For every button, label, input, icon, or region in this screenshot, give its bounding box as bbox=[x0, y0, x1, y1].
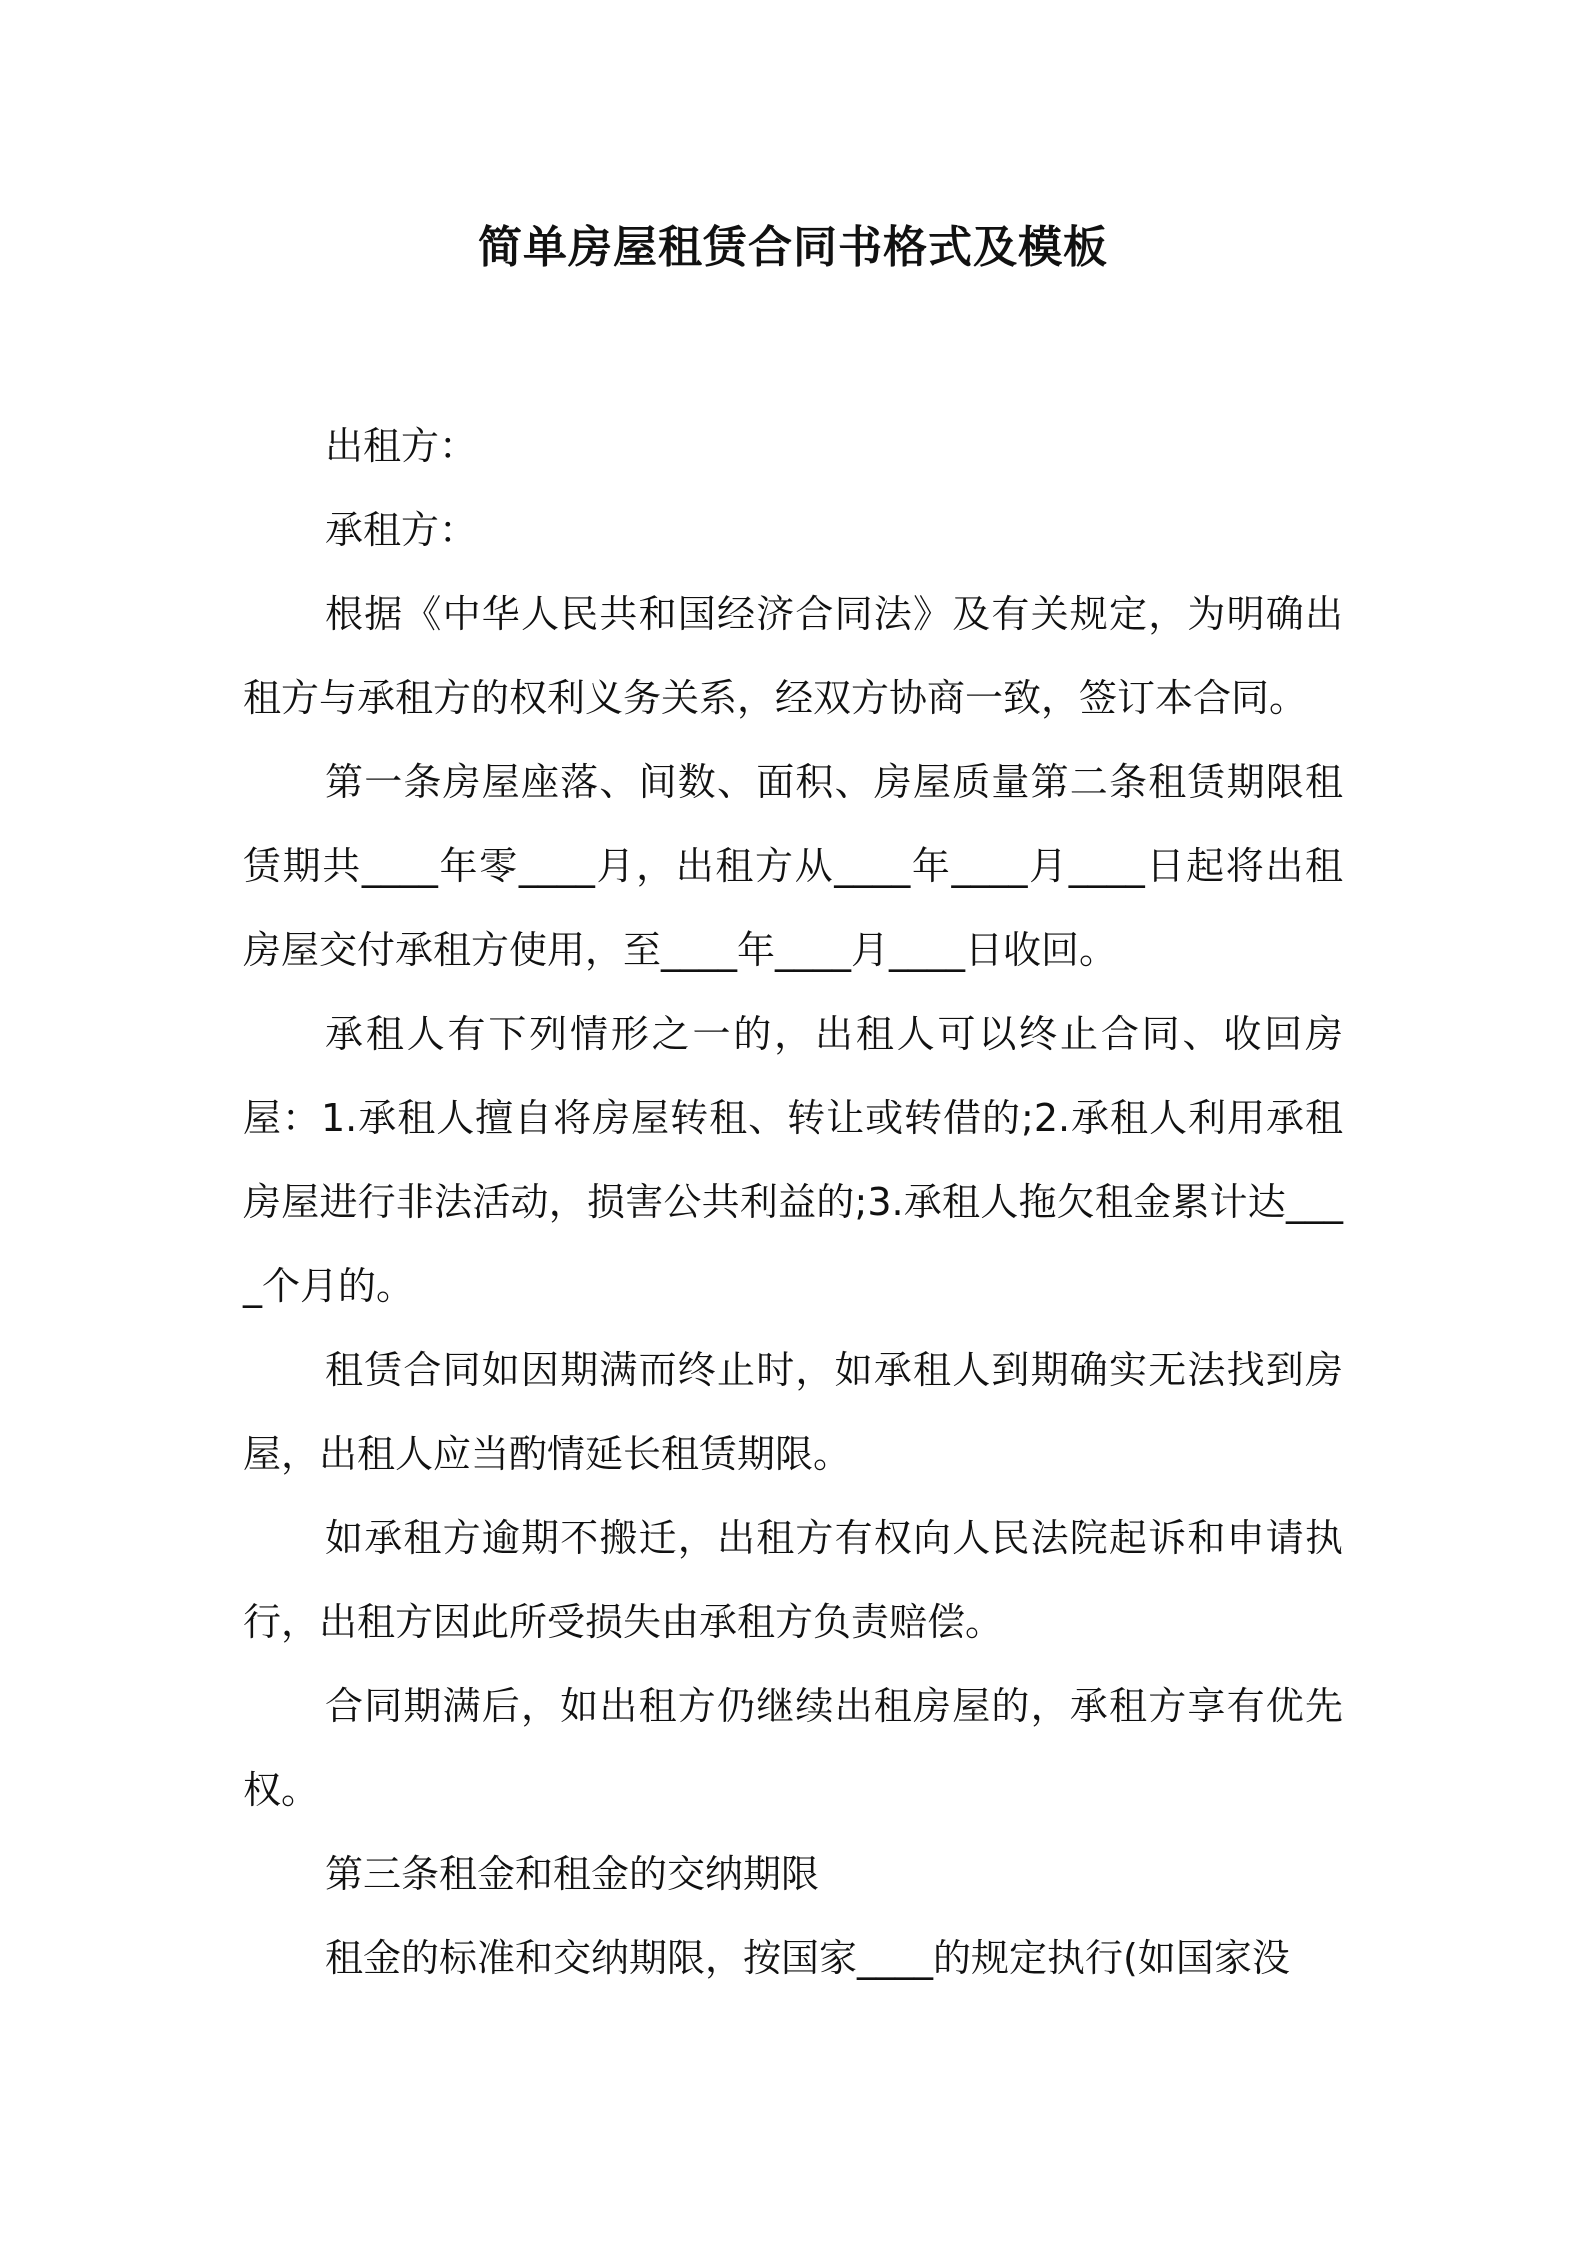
eviction-paragraph: 如承租方逾期不搬迁，出租方有权向人民法院起诉和申请执行，出租方因此所受损失由承租方负责赔偿。 bbox=[243, 1516, 1343, 1644]
document-title: 简单房屋租赁合同书格式及模板 bbox=[478, 222, 1108, 273]
article-1-2-paragraph: 第一条房屋座落、间数、面积、房屋质量第二条租赁期限租赁期共____年零____月，出租方从____年____月____日起将出租房屋交付承租方使用，至____年____月____日收回。 bbox=[243, 760, 1343, 972]
lessee-line: 承租方： bbox=[325, 508, 478, 552]
preamble-paragraph: 根据《中华人民共和国经济合同法》及有关规定，为明确出租方与承租方的权利义务关系，经双方协商一致，签订本合同。 bbox=[243, 592, 1343, 720]
lessor-line: 出租方： bbox=[325, 424, 478, 468]
article-3-heading: 第三条租金和租金的交纳期限 bbox=[325, 1852, 820, 1896]
priority-paragraph: 合同期满后，如出租方仍继续出租房屋的，承租方享有优先权。 bbox=[243, 1684, 1343, 1812]
termination-paragraph: 承租人有下列情形之一的，出租人可以终止合同、收回房屋：1.承租人擅自将房屋转租、转让或转借的;2.承租人利用承租房屋进行非法活动，损害公共利益的;3.承租人拖欠租金累计达____个月的。 bbox=[243, 1012, 1343, 1308]
extension-paragraph: 租赁合同如因期满而终止时，如承租人到期确实无法找到房屋，出租人应当酌情延长租赁期限。 bbox=[243, 1348, 1343, 1476]
rent-standard-paragraph: 租金的标准和交纳期限，按国家____的规定执行(如国家没 bbox=[325, 1936, 1290, 1980]
document-body bbox=[243, 404, 1343, 2000]
